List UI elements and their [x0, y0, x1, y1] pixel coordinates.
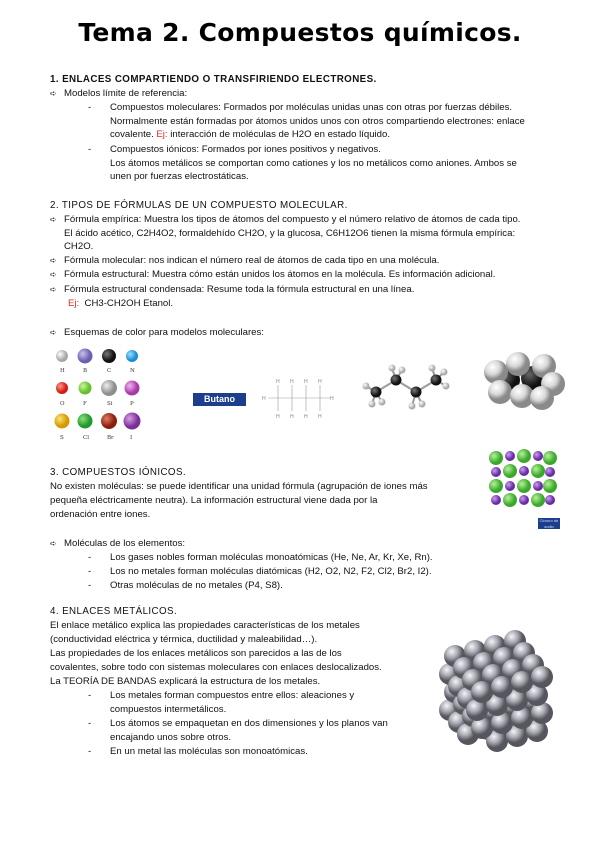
atom-label: P [130, 401, 134, 407]
s4-para-line3: Las propiedades de los enlaces metálicos son parecidos a las de los [50, 648, 342, 659]
sodium-chloride-crystal-model [484, 446, 560, 512]
metal-atom-sphere [491, 676, 513, 698]
fluorine-atom [79, 382, 92, 395]
s2-bullet1-line1: ➪ Fórmula empírica: Muestra los tipos de átomos del compuesto y el número relativo de átomos de cada tipo. [50, 214, 521, 225]
atom-label: N [130, 368, 135, 374]
example-label: Ej: [156, 129, 168, 140]
s1-item1-line1: - Compuestos moleculares: Formados por moléculas unidas unas con otras por fuerzas débiles. [88, 102, 513, 113]
butano-label: Butano [193, 393, 246, 406]
atom-label: F [83, 401, 87, 407]
s4-item2-line1: - Los átomos se empaquetan en dos dimensiones y los planos van [88, 718, 388, 729]
svg-text:H: H [318, 414, 322, 420]
svg-text:H: H [318, 379, 322, 385]
s4-item1-line2: compuestos intermetálicos. [110, 704, 227, 715]
atom-label: Br [107, 435, 114, 441]
s2-bullet1-line3: CH2O. [64, 241, 94, 252]
metal-atom-sphere [511, 671, 533, 693]
pointer-icon: ➪ [50, 256, 57, 265]
chlorine-atom [78, 414, 93, 429]
section2-heading: 2. TIPOS DE FÓRMULAS DE UN COMPUESTO MOLECULAR. [50, 200, 348, 211]
s4-para-line4: covalentes, sobre todo con sistemas moleculares con enlaces deslocalizados. [50, 662, 382, 673]
s2-bullet5: ➪ Esquemas de color para modelos moleculares: [50, 327, 264, 338]
hydrogen-atom [56, 350, 68, 362]
butane-structural-formula [258, 373, 338, 423]
section3-heading: 3. COMPUESTOS IÓNICOS. [50, 467, 187, 478]
butane-ball-and-stick-model [358, 360, 453, 415]
section1-heading: 1. ENLACES COMPARTIENDO O TRANSFIRIENDO ELECTRONES. [50, 74, 377, 85]
s1-item2-line2: Los átomos metálicos se comportan como cationes y los no metálicos como aniones. Ambos se [110, 158, 517, 169]
s1-item2-line1: - Compuestos iónicos: Formados por iones positivos y negativos. [88, 144, 381, 155]
atom-label: H [60, 368, 65, 374]
s3-item: - Los no metales forman moléculas diatómicas (H2, O2, N2, F2, Cl2, Br2, I2). [88, 566, 432, 577]
s2-bullet2: ➪ Fórmula molecular: nos indican el número real de átomos de cada tipo en una molécula. [50, 255, 440, 266]
atom-label: O [60, 401, 65, 407]
metal-atom-sphere [531, 666, 553, 688]
boron-atom [78, 349, 93, 364]
atom-label: B [83, 368, 88, 374]
atom-label: C [107, 368, 112, 374]
s4-para-line5: La TEORÍA DE BANDAS explicará la estructura de los metales. [50, 676, 321, 687]
svg-text:H: H [304, 414, 308, 420]
s4-para-line2: (conductividad eléctrica y térmica, ductilidad y maleabilidad…). [50, 634, 318, 645]
pointer-icon: ➪ [50, 285, 57, 294]
s2-bullet4: ➪ Fórmula estructural condensada: Resume toda la fórmula estructural en una línea. [50, 284, 415, 295]
nitrogen-atom [126, 350, 138, 362]
svg-text:H: H [304, 379, 308, 385]
page-title: Tema 2. Compuestos químicos. [78, 18, 522, 47]
svg-text:H: H [276, 414, 280, 420]
s1-item1-line2: Normalmente están formadas por átomos unidos unos con otros compartiendo electrones: enlace [110, 116, 525, 127]
metallic-packing-model [430, 626, 570, 754]
s3-item: - Los gases nobles forman moléculas monoatómicas (He, Ne, Ar, Kr, Xe, Rn). [88, 552, 433, 563]
pointer-icon: ➪ [50, 328, 57, 337]
example-label: Ej: [68, 298, 80, 309]
s1-item2-line3: unen por fuerzas electrostáticas. [110, 171, 249, 182]
svg-text:H: H [330, 396, 334, 402]
bromine-atom [101, 413, 117, 429]
atom-label: S [60, 435, 64, 441]
pointer-icon: ➪ [50, 215, 57, 224]
butane-space-filling-model [478, 350, 568, 415]
carbon-atom [102, 349, 116, 363]
s3-para-line3: ordenación entre iones. [50, 509, 151, 520]
s3-bullet: ➪ Moléculas de los elementos: [50, 538, 186, 549]
sulfur-atom [55, 414, 70, 429]
s1-item1-line3: covalente. Ej: interacción de moléculas de H2O en estado líquido. [110, 129, 391, 140]
phosphorus-atom [125, 381, 140, 396]
s3-para-line1: No existen moléculas: se puede identificar una unidad fórmula (agrupación de iones más [50, 481, 428, 492]
oxygen-atom [56, 382, 68, 394]
s4-para-line1: El enlace metálico explica las propiedades características de los metales [50, 620, 360, 631]
pointer-icon: ➪ [50, 539, 57, 548]
section4-heading: 4. ENLACES METÁLICOS. [50, 606, 178, 617]
s3-item: - Otras moléculas de no metales (P4, S8). [88, 580, 283, 591]
atom-color-chart [52, 348, 152, 448]
s2-bullet3: ➪ Fórmula estructural: Muestra cómo están unidos los átomos en la molécula. Es información adicional. [50, 269, 496, 280]
s4-item1-line1: - Los metales forman compuestos entre ellos: aleaciones y [88, 690, 355, 701]
svg-text:H: H [262, 396, 266, 402]
s4-item3-line1: - En un metal las moléculas son monoatómicas. [88, 746, 308, 757]
s3-para-line2: pequeña eléctricamente neutra). La información estructural viene dada por la [50, 495, 378, 506]
iodine-atom [124, 413, 141, 430]
pointer-icon: ➪ [50, 270, 57, 279]
svg-text:H: H [276, 379, 280, 385]
sodium-chloride-label: Cloruro de sodio [539, 518, 559, 529]
s1-bullet: ➪ Modelos límite de referencia: [50, 88, 188, 99]
metal-atom-sphere [471, 681, 493, 703]
s2-example: Ej: CH3-CH2OH Etanol. [68, 298, 174, 309]
s4-item2-line2: encajando unos sobre otros. [110, 732, 232, 743]
silicon-atom [101, 380, 117, 396]
pointer-icon: ➪ [50, 89, 57, 98]
svg-text:H: H [290, 379, 294, 385]
atom-label: Si [107, 401, 113, 407]
atom-label: I [130, 435, 133, 441]
svg-text:H: H [290, 414, 294, 420]
atom-label: Cl [83, 435, 89, 441]
s2-bullet1-line2: El ácido acético, C2H4O2, formaldehído CH2O, y la glucosa, C6H12O6 tienen la misma fórmula empírica: [64, 228, 516, 239]
